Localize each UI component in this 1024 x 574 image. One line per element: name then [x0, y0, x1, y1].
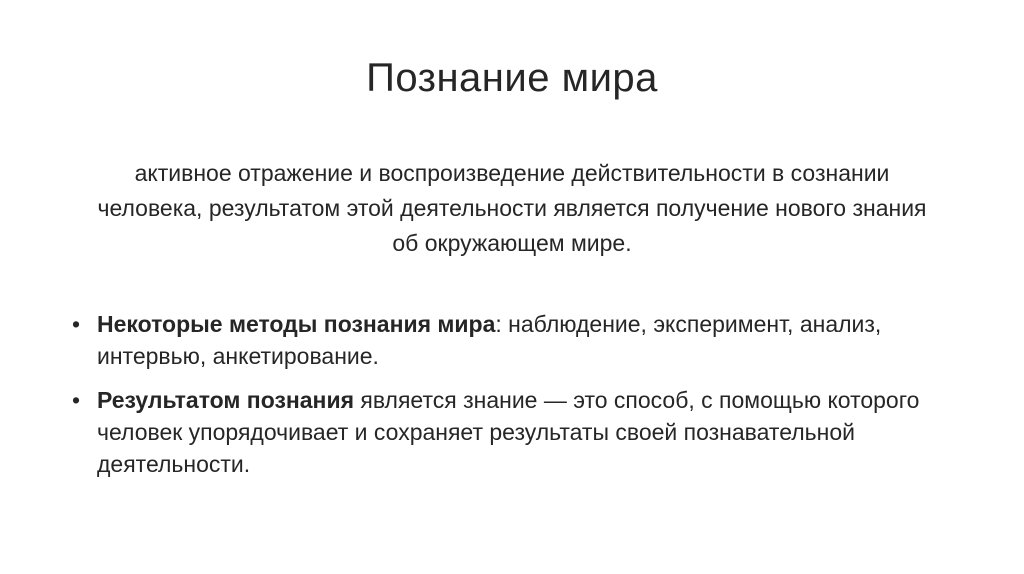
- bullet-bold-text: Некоторые методы познания мира: [97, 311, 496, 337]
- bullet-item-methods: [72, 308, 962, 372]
- bullet-bold-text: Результатом познания: [97, 387, 355, 413]
- bullet-marker: •: [72, 311, 81, 337]
- bullet-item-result: [72, 384, 962, 480]
- bullet-list: [72, 308, 962, 492]
- bullet-text: является знание — это способ, с помощью которого человек упорядочивает и сохраняет результаты своей познавательной деятельности.: [97, 387, 920, 477]
- bullet-marker: •: [72, 387, 81, 413]
- definition-text: активное отражение и воспроизведение действительности в сознании человека, результатом этой деятельности является получение нового знания об окружающем мире.: [97, 160, 927, 256]
- slide-title: Познание мира: [366, 56, 658, 100]
- bullet-text: : наблюдение, эксперимент, анализ, интервью, анкетирование.: [97, 311, 882, 369]
